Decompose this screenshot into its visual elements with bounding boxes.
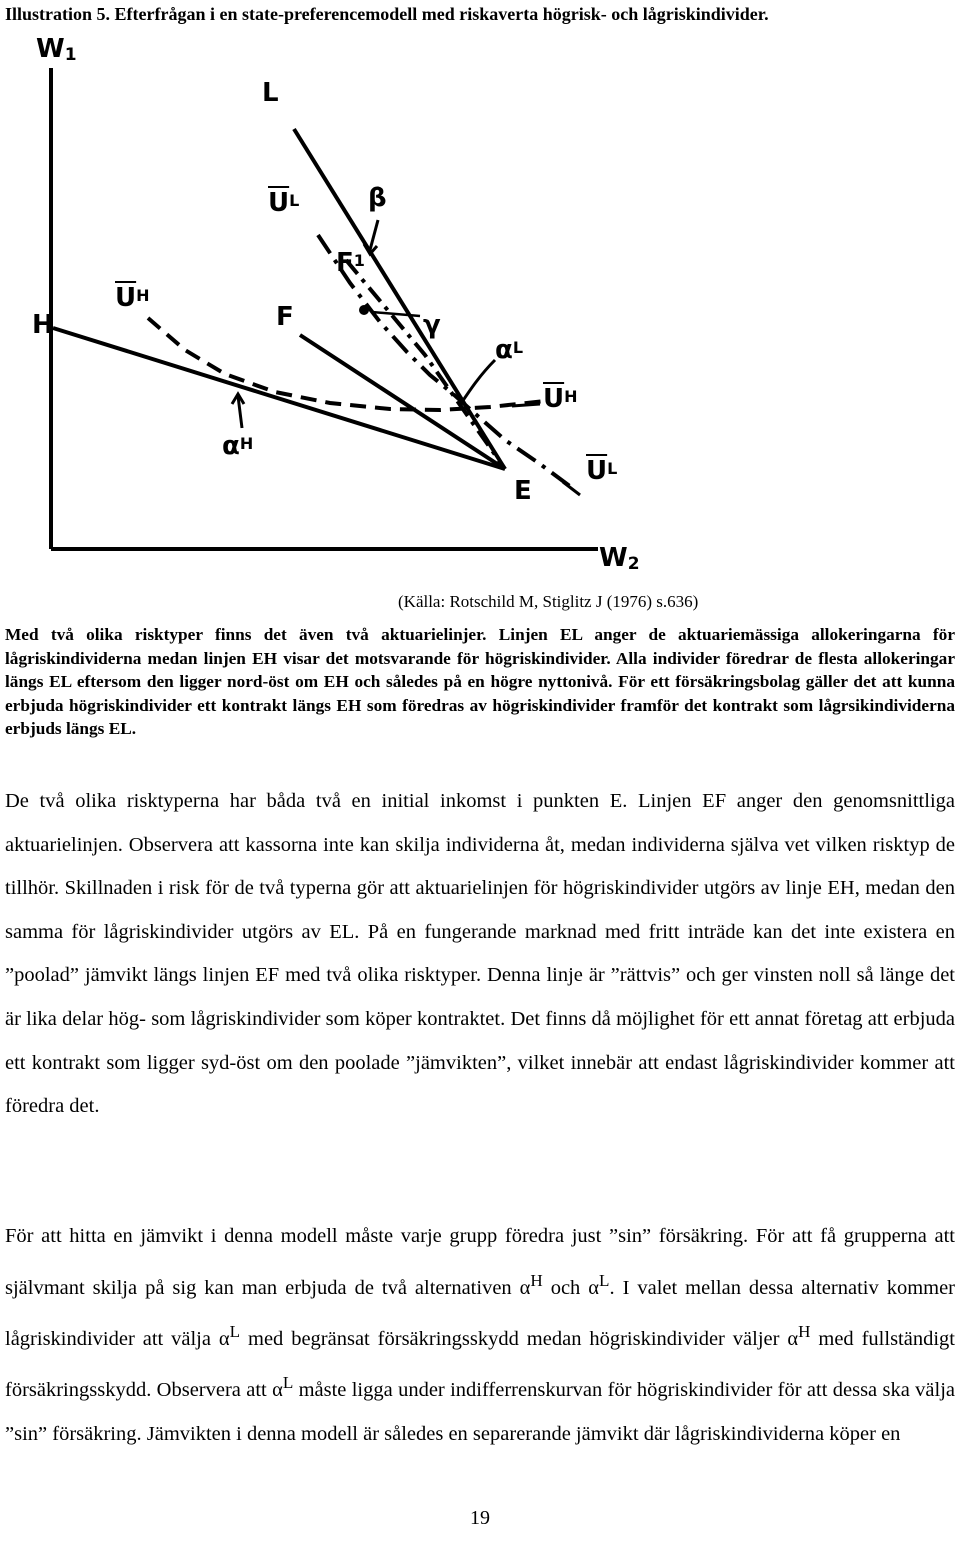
line-F1 xyxy=(346,260,505,469)
label-F: F xyxy=(276,302,294,332)
state-preference-diagram xyxy=(0,0,960,600)
arrow-beta xyxy=(370,220,378,250)
label-UL-right: $\overline{U}^L$ xyxy=(586,456,618,486)
label-alphaH: $\alpha^H$ xyxy=(222,431,254,461)
label-E: E xyxy=(514,476,532,506)
label-alphaL: $\alpha^L$ xyxy=(495,335,524,365)
pointer-UL-right xyxy=(563,482,580,495)
label-UL-top: $\overline{U}^L$ xyxy=(268,188,300,218)
bold-paragraph: Med två olika risktyper finns det även två aktuarielinjer. Linjen EL anger de aktuariemässiga allokeringarna för lågriskindividerna medan linjen EH visar det motsvarande för högriskindivider. Alla individer föredrar de flesta allokeringar längs EL eftersom den ligger nord-öst om EH och således på en högre nyttonivå. För ett försäkringsbolag gäller det att kunna erbjuda högriskindivider ett kontrakt längs EH som föredras av högriskindivider framför det kontrakt som lågrsikindividerna erbjuds längs EL. xyxy=(5,625,955,738)
arrow-gamma xyxy=(372,312,420,316)
label-UH-left: $\overline{U}^H$ xyxy=(115,283,150,313)
body-paragraph-1: De två olika risktyperna har båda två en initial inkomst i punkten E. Linjen EF anger den genomsnittliga aktuarielinjen. Observera att kassorna inte kan skilja individerna åt, medan individerna själva vet vilken risktyp de tillhör. Skillnaden i risk för de två typerna gör att aktuarielinjen för högriskindivider utgörs av linje EH, medan den samma för lågriskindivider utgörs av EL. På en fungerande marknad med fritt inträde kan det inte existera en ”poolad” jämvikt längs linjen EF med två olika risktyper. Denna linje är ”rättvis” och ger vinsten noll så länge det är lika delar hög- som lågriskindivider som köper kontraktet. Det finns då möjlighet för ett annat företag att erbjuda ett kontrakt som ligger syd-öst om den poolade ”jämvikten”, vilket innebär att endast lågriskindivider kommer att föredra det. xyxy=(5,790,955,1118)
axis-x-label: $W_2$ xyxy=(599,543,640,574)
arrow-alphaL xyxy=(460,360,495,405)
label-F1: $F^1$ xyxy=(336,248,365,278)
label-H: H xyxy=(32,310,54,340)
label-UH-right: $\overline{U}^H$ xyxy=(543,384,578,414)
figure-source: (Källa: Rotschild M, Stiglitz J (1976) s.636) xyxy=(398,592,699,611)
body-paragraph-2: För att hitta en jämvikt i denna modell måste varje grupp föredra just ”sin” försäkring. För att få grupperna att självmant skilja på sig kan man erbjuda de två alternativen $\alpha^H$ och $\alpha^L$. I valet mellan dessa alternativ kommer lågriskindivider att välja $\alpha^L$ med begränsat försäkringsskydd medan högriskindivider väljer $\alpha^H$ med fullständigt försäkringsskydd. Observera att $\alpha^L$ måste ligga under indifferrenskurvan för högriskindivider för att dessa ska välja ”sin” försäkring. Jämvikten i denna modell är således en separerande jämvikt där lågriskindividerna köper en xyxy=(5,1225,956,1445)
label-L: L xyxy=(262,78,279,108)
label-beta: β xyxy=(368,183,387,213)
line-EL xyxy=(294,129,505,469)
pointer-UH-right xyxy=(512,404,540,406)
line-EH xyxy=(53,328,505,469)
page-number: 19 xyxy=(470,1507,490,1529)
figure-caption: Illustration 5. Efterfrågan i en state-preferencemodell med riskaverta högrisk- och lågriskindivider. xyxy=(5,4,769,24)
label-gamma: γ xyxy=(423,310,441,340)
axis-y-label: $W_1$ xyxy=(36,34,77,65)
gamma-point xyxy=(359,305,369,315)
